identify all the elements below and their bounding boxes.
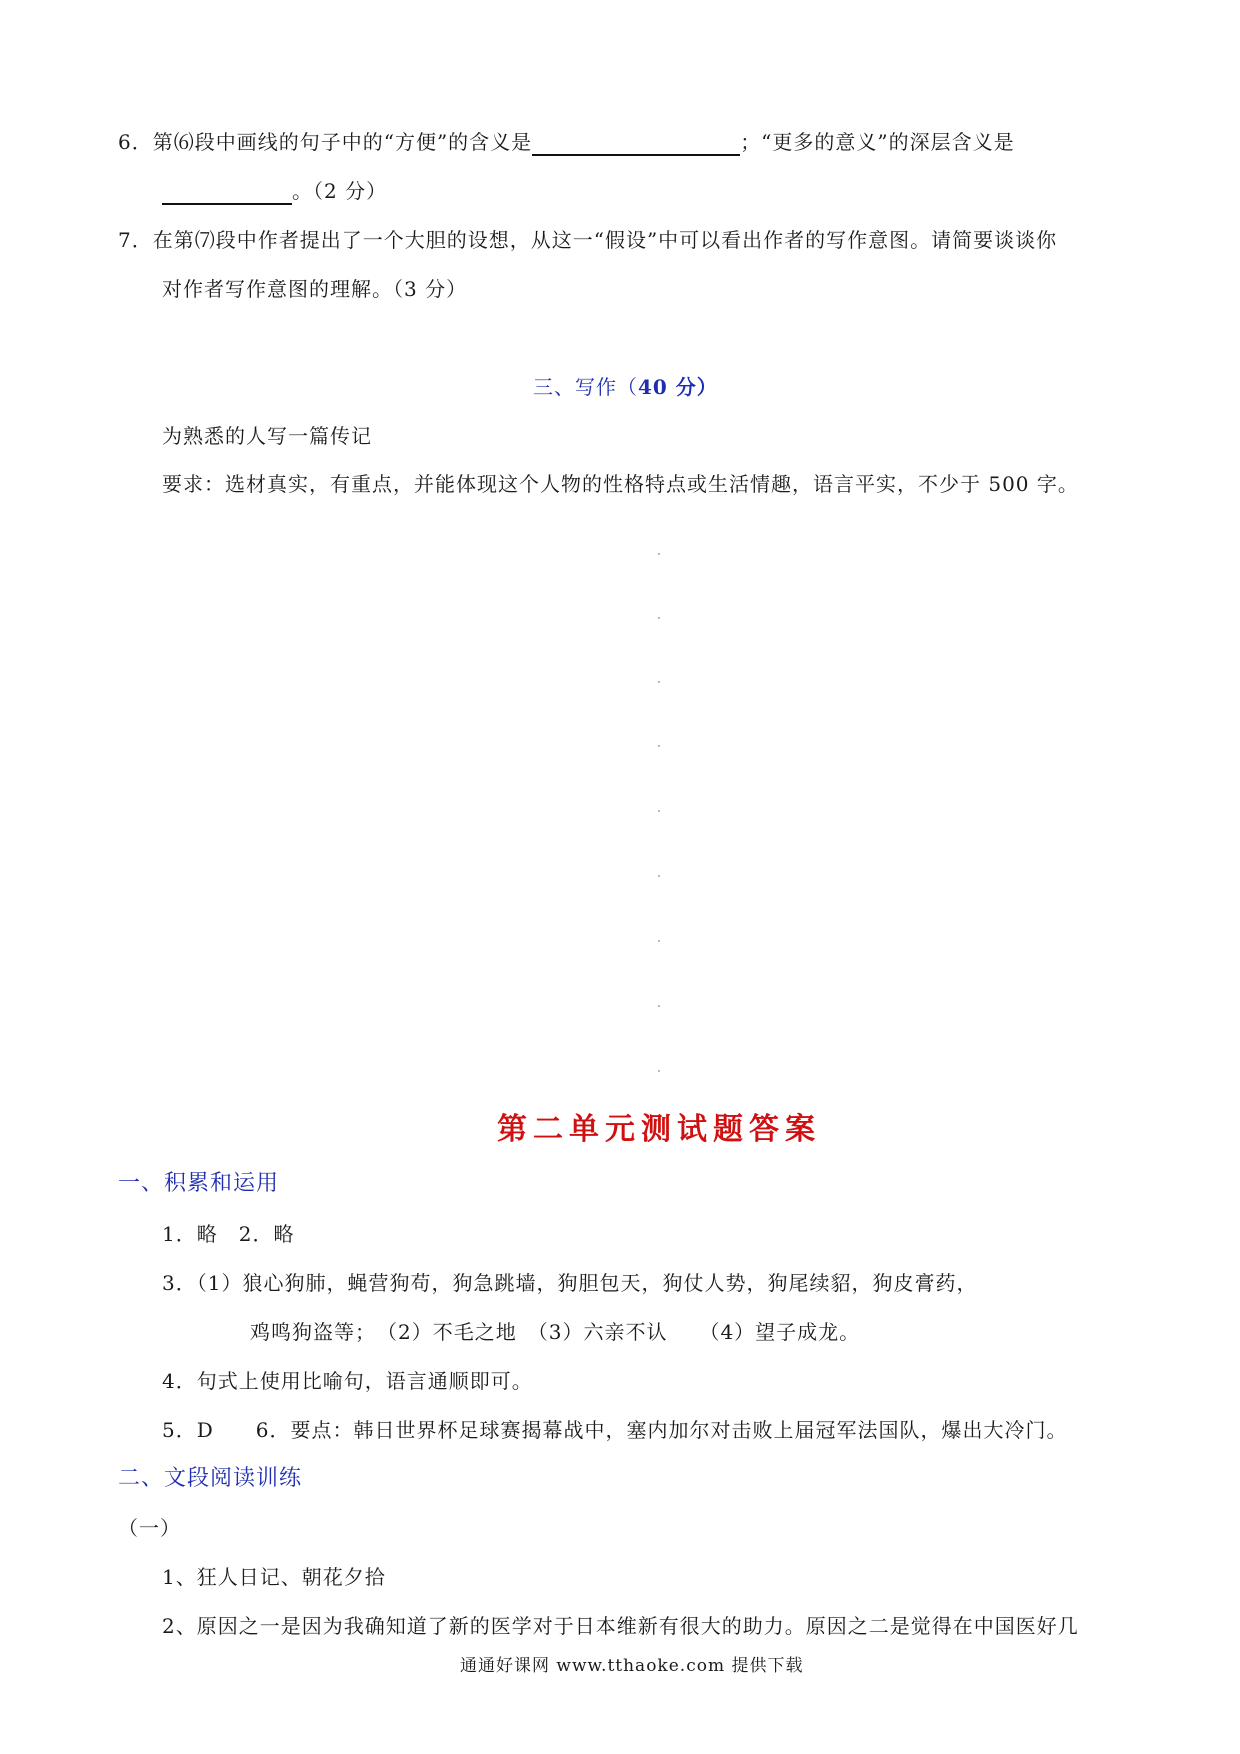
answers-subsection-1: （一）: [118, 1516, 181, 1540]
question-6-text-b: ；“更多的意义”的深层含义是: [740, 130, 1015, 154]
answer-b1: 1、狂人日记、朝花夕拾: [162, 1565, 386, 1589]
writing-section-title: [533, 373, 718, 401]
question-6-text-a: 第⑹段中画线的句子中的“方便”的含义是: [152, 130, 533, 154]
answers-section-1: 一、积累和运用: [118, 1171, 280, 1196]
writing-area-dot: [658, 745, 660, 747]
question-6-number: 6．: [118, 130, 153, 154]
writing-area-dot: [658, 940, 660, 942]
question-7-text-1: 在第⑺段中作者提出了一个大胆的设想，从这一“假设”中可以看出作者的写作意图。请简要谈谈你: [152, 228, 1058, 252]
question-6-line-1: [118, 128, 1015, 156]
writing-requirement: 要求：选材真实，有重点，并能体现这个人物的性格特点或生活情趣，语言平实，不少于 500 字。: [162, 472, 1079, 496]
answers-title: 第二单元测试题答案: [497, 1112, 821, 1147]
writing-title-score: 40 分）: [638, 375, 718, 399]
answer-5-6: 5．D 6．要点：韩日世界杯足球赛揭幕战中，塞内加尔对击败上届冠军法国队，爆出大冷门。: [162, 1418, 1068, 1442]
question-7-text-2: 对作者写作意图的理解。（3 分）: [162, 277, 468, 301]
writing-area-dot: [658, 553, 660, 555]
answer-4: 4．句式上使用比喻句，语言通顺即可。: [162, 1369, 533, 1393]
question-7-line-2: [162, 275, 467, 303]
writing-prompt: 为熟悉的人写一篇传记: [162, 424, 372, 448]
writing-area-dot: [658, 681, 660, 683]
answer-b2: 2、原因之一是因为我确知道了新的医学对于日本维新有很大的助力。原因之二是觉得在中国医好几: [162, 1614, 1079, 1638]
answer-3-line-2: 鸡鸣狗盗等； （2）不毛之地 （3）六亲不认 （4）望子成龙。: [250, 1320, 861, 1344]
page-footer: 通通好课网 www.tthaoke.com 提供下载: [460, 1656, 804, 1676]
answer-1-2: 1．略 2．略: [162, 1222, 295, 1246]
question-6-text-c: 。（2 分）: [292, 179, 388, 203]
answer-blank-2[interactable]: [162, 181, 292, 205]
answer-blank-1[interactable]: [532, 132, 740, 156]
writing-area-dot: [658, 1070, 660, 1072]
answer-3-line-1: 3．（1）狼心狗肺，蝇营狗苟，狗急跳墙，狗胆包天，狗仗人势，狗尾续貂，狗皮膏药，: [162, 1271, 978, 1295]
question-7-line-1: [118, 226, 1057, 254]
writing-area-dot: [658, 1005, 660, 1007]
answers-section-2: 二、文段阅读训练: [118, 1466, 303, 1491]
writing-area-dot: [658, 875, 660, 877]
question-6-line-2: [162, 177, 387, 205]
writing-area-dot: [658, 617, 660, 619]
writing-title-prefix: 三、写作（: [533, 375, 638, 399]
question-7-number: 7．: [118, 228, 153, 252]
writing-area-dot: [658, 810, 660, 812]
